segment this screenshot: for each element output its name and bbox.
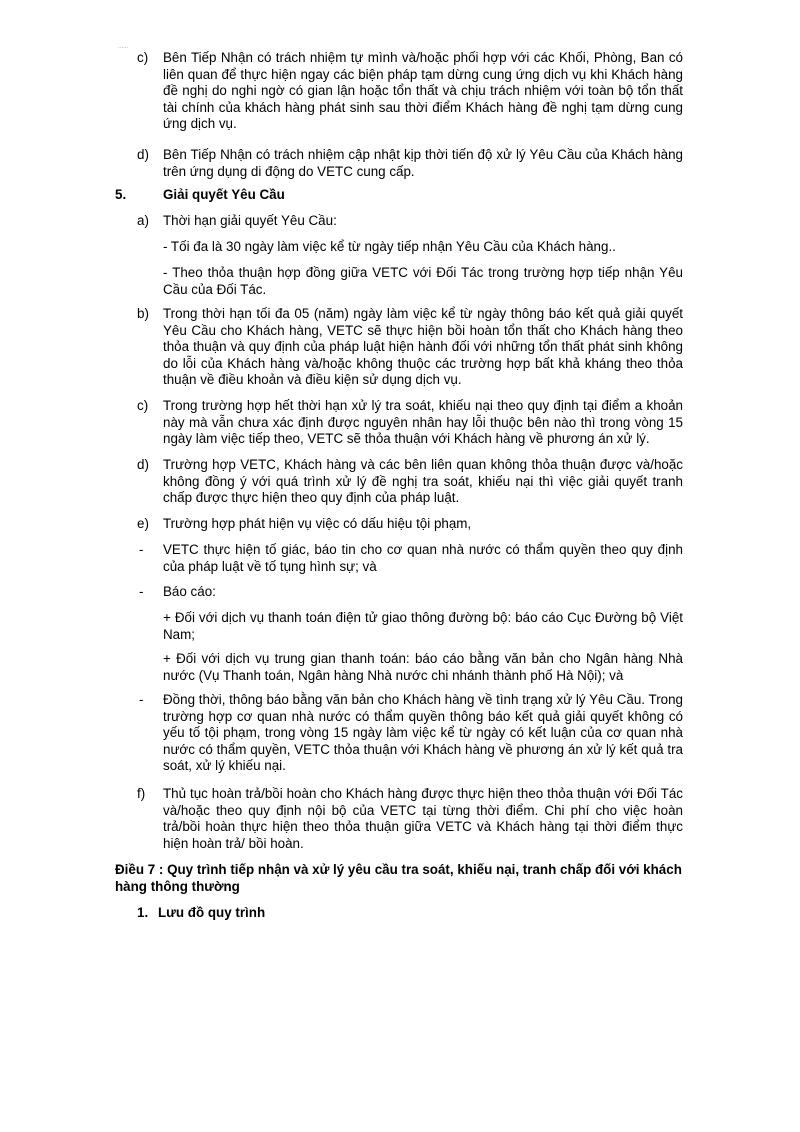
dash-marker: - [139, 542, 144, 557]
dash-item-text: VETC thực hiện tố giác, báo tin cho cơ quan nhà nước có thẩm quyền theo quy định của pháp luật về tố tụng hình sự; và [163, 542, 683, 574]
sub-line-text: - Tối đa là 30 ngày làm việc kể từ ngày tiếp nhận Yêu Cầu của Khách hàng.. [163, 239, 616, 254]
list-item-text: Thủ tục hoàn trả/bồi hoàn cho Khách hàng được thực hiện theo thỏa thuận với Đối Tác và/hoặc theo quy định nội bộ của VETC tại từng thời điểm. Chi phí cho việc hoàn trả/bồi hoàn thực hiện theo thỏa thuận giữa VETC và Khách hàng tại thời điểm thực hiện hoàn trả/ bồi hoàn. [163, 786, 683, 851]
plus-line-text: + Đối với dịch vụ trung gian thanh toán: báo cáo bằng văn bản cho Ngân hàng Nhà nước (Vụ Thanh toán, Ngân hàng Nhà nước chi nhánh thành phố Hà Nội); và [163, 651, 683, 683]
dash-item-text: Báo cáo: [163, 584, 216, 599]
list-item-text: Trong thời hạn tối đa 05 (năm) ngày làm việc kể từ ngày thông báo kết quả giải quyết Yêu Cầu cho Khách hàng, VETC sẽ thực hiện bồi hoàn tổn thất cho Khách hàng theo thỏa thuận và quy định của pháp luật hiện hành đối với những tổn thất phát sinh không do lỗi của Khách hàng và/hoặc không thuộc các trường hợp bất khả kháng theo thỏa thuận về điều khoản và điều kiện sử dụng dịch vụ. [163, 306, 683, 387]
dash-marker: - [139, 692, 144, 707]
list-marker: d) [137, 147, 149, 162]
list-marker: c) [137, 50, 149, 65]
list-item-text: Trong trường hợp hết thời hạn xử lý tra soát, khiếu nại theo quy định tại điểm a khoản này mà vẫn chưa xác định được nguyên nhân hay lỗi thuộc bên nào thì trong vòng 15 ngày làm việc tiếp theo, VETC sẽ thỏa thuận với Khách hàng về phương án xử lý. [163, 398, 683, 446]
list-marker: a) [137, 213, 149, 228]
corner-mark: ...... [118, 44, 129, 50]
list-item-text: Trường hợp VETC, Khách hàng và các bên liên quan không thỏa thuận được và/hoặc không đồng ý với quá trình xử lý đề nghị tra soát, khiếu nại thì việc giải quyết tranh chấp được thực hiện theo quy định của pháp luật. [163, 457, 683, 505]
subheading-number: 1. [137, 905, 149, 920]
sub-line-text: - Theo thỏa thuận hợp đồng giữa VETC với Đối Tác trong trường hợp tiếp nhận Yêu Cầu của Đối Tác. [163, 265, 683, 297]
list-marker: b) [137, 306, 149, 321]
dash-marker: - [139, 584, 144, 599]
section-number: 5. [115, 187, 127, 202]
list-item-text: Thời hạn giải quyết Yêu Cầu: [163, 213, 337, 228]
list-marker: d) [137, 457, 149, 472]
list-item-text: Bên Tiếp Nhận có trách nhiệm cập nhật kịp thời tiến độ xử lý Yêu Cầu của Khách hàng trên ứng dụng di động do VETC cung cấp. [163, 147, 683, 179]
list-marker: e) [137, 516, 149, 531]
list-marker: f) [137, 786, 146, 801]
plus-line-text: + Đối với dịch vụ thanh toán điện tử giao thông đường bộ: báo cáo Cục Đường bộ Việt Nam; [163, 610, 683, 642]
list-marker: c) [137, 398, 149, 413]
article-title: Điều 7 : Quy trình tiếp nhận và xử lý yêu cầu tra soát, khiếu nại, tranh chấp đối với khách hàng thông thường [115, 862, 682, 894]
list-item-text: Bên Tiếp Nhận có trách nhiệm tự mình và/hoặc phối hợp với các Khối, Phòng, Ban có liên quan để thực hiện ngay các biện pháp tạm dừng cung ứng dịch vụ khi Khách hàng đề nghị do nghi ngờ có gian lận hoặc tổn thất và chịu trách nhiệm với toàn bộ tổn thất tài chính của khách hàng phát sinh sau thời điểm Khách hàng đề nghị tạm dừng cung ứng dịch vụ. [163, 50, 683, 131]
section-title: Giải quyết Yêu Cầu [163, 187, 285, 202]
list-item-text: Trường hợp phát hiện vụ việc có dấu hiệu tội phạm, [163, 516, 472, 531]
dash-item-text: Đồng thời, thông báo bằng văn bản cho Khách hàng về tình trạng xử lý Yêu Cầu. Trong trường hợp cơ quan nhà nước có thẩm quyền thông báo kết quả giải quyết không có yếu tố tội phạm, trong vòng 15 ngày làm việc kể từ ngày có kết luận của cơ quan nhà nước có thẩm quyền, VETC thỏa thuận với Khách hàng về phương án xử lý kết quả tra soát, xử lý khiếu nại. [163, 692, 683, 773]
subheading-title: Lưu đồ quy trình [158, 905, 266, 920]
